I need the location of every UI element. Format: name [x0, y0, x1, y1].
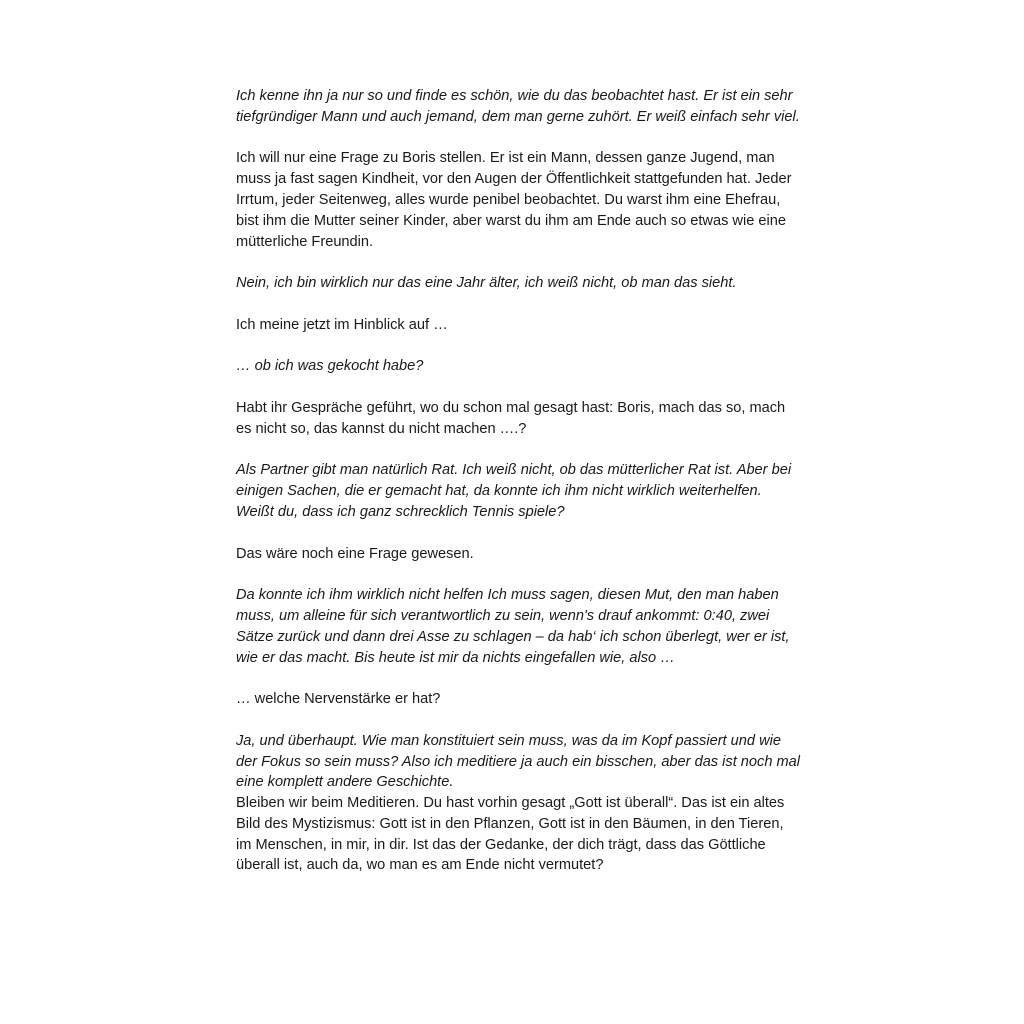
answer-paragraph: Nein, ich bin wirklich nur das eine Jahr älter, ich weiß nicht, ob man das sieht. [236, 275, 737, 292]
question-paragraph: Ich will nur eine Frage zu Boris stellen. Er ist ein Mann, dessen ganze Jugend, man muss ja fast sagen Kindheit, vor den Augen der Öffentlichkeit stattgefunden hat. Jeder Irrtum, jeder Seitenweg, alles wurde penibel beobachtet. Du warst ihm eine Ehefrau, bist ihm die Mutter seiner Kinder, aber warst du ihm am Ende auch so etwas wie eine mütterliche Freundin. [236, 150, 792, 250]
question-paragraph: Das wäre noch eine Frage gewesen. [236, 545, 474, 562]
answer-paragraph: Ich kenne ihn ja nur so und finde es schön, wie du das beobachtet hast. Er ist ein sehr tiefgründiger Mann und auch jemand, dem man gerne zuhört. Er weiß einfach sehr viel. [236, 88, 800, 125]
answer-paragraph: Ja, und überhaupt. Wie man konstituiert sein muss, was da im Kopf passiert und wie der Fokus so sein muss? Also ich meditiere ja auch ein bisschen, aber das ist noch mal eine komplett andere Geschichte. [236, 732, 801, 791]
answer-paragraph: Da konnte ich ihm wirklich nicht helfen Ich muss sagen, diesen Mut, den man haben muss, um alleine für sich verantwortlich zu sein, wenn's drauf ankommt: 0:40, zwei Sätze zurück und dann drei Asse zu schlagen – da hab‘ ich schon überlegt, wer er ist, wie er das macht. Bis heute ist mir da nichts eingefallen wie, also … [236, 587, 790, 666]
interview-text [236, 86, 802, 876]
question-paragraph: Habt ihr Gespräche geführt, wo du schon mal gesagt hast: Boris, mach das so, mach es nicht so, das kannst du nicht machen ….? [236, 399, 786, 437]
question-paragraph: … welche Nervenstärke er hat? [236, 691, 441, 708]
answer-paragraph: Als Partner gibt man natürlich Rat. Ich weiß nicht, ob das mütterlicher Rat ist. Aber bei einigen Sachen, die er gemacht hat, da konnte ich ihm nicht wirklich weiterhelfen. Weißt du, dass ich ganz schrecklich Tennis spiele? [236, 462, 792, 520]
question-paragraph: Ich meine jetzt im Hinblick auf … [236, 316, 448, 333]
question-paragraph: Bleiben wir beim Meditieren. Du hast vorhin gesagt „Gott ist überall“. Das ist ein altes Bild des Mystizismus: Gott ist in den Pflanzen, Gott ist in den Bäumen, in den Tieren, im Menschen, in mir, in dir. Ist das der Gedanke, der dich trägt, dass das Göttliche überall ist, auch da, wo man es am Ende nicht vermutet? [236, 795, 785, 874]
answer-paragraph: … ob ich was gekocht habe? [236, 358, 424, 375]
